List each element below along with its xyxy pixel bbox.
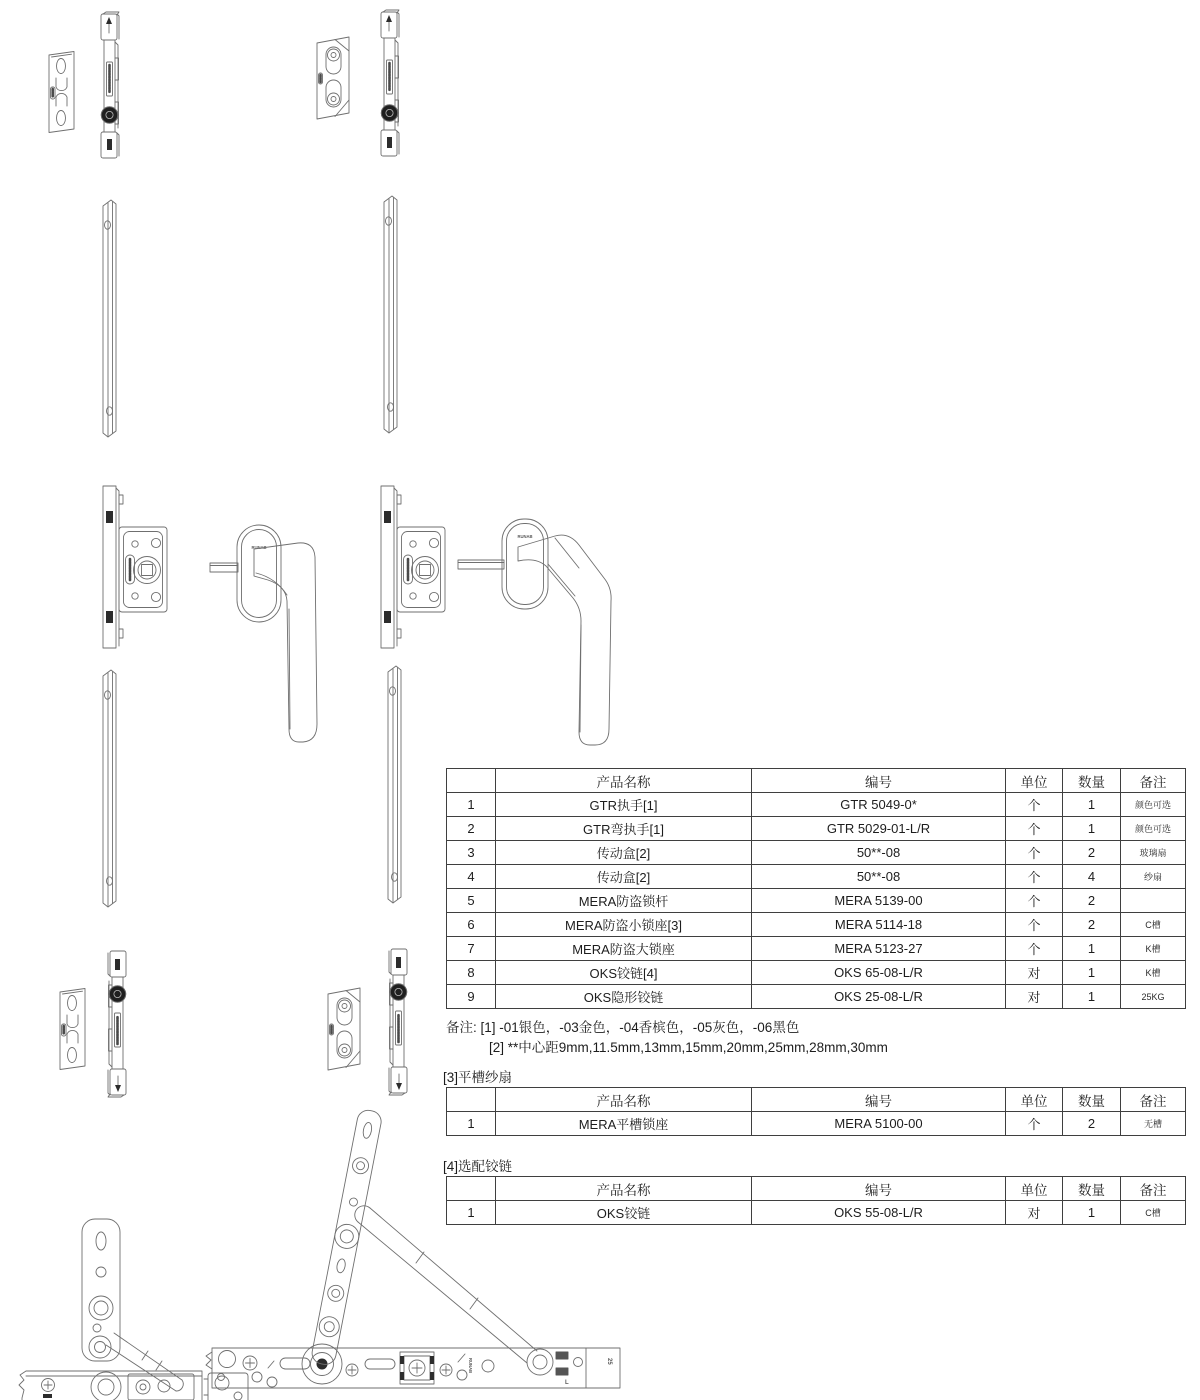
table-cell: OKS铰链[4] [496, 961, 752, 985]
table-cell [1121, 889, 1186, 913]
table-cell: 玻璃扇 [1121, 841, 1186, 865]
table-cell: 个 [1006, 817, 1063, 841]
drawing-lock-rod-3 [103, 670, 116, 907]
parts-table-optional-hinge [446, 1176, 1186, 1225]
drawing-transmission-bar-bottom-right [389, 949, 407, 1095]
table-cell: 1 [1063, 793, 1121, 817]
table-cell: GTR 5049-0* [752, 793, 1006, 817]
table-cell: 1 [1063, 961, 1121, 985]
table-cell: 无槽 [1121, 1112, 1186, 1136]
table-cell: MERA 5100-00 [752, 1112, 1006, 1136]
table-cell: 50**-08 [752, 865, 1006, 889]
table-cell: 个 [1006, 841, 1063, 865]
column-header: 备注 [1121, 1088, 1186, 1112]
column-header: 数量 [1063, 1088, 1121, 1112]
drawing-transmission-bar-top-left [101, 12, 119, 158]
table-cell: 传动盒[2] [496, 865, 752, 889]
brand-mark: RUNAB [468, 1358, 473, 1374]
table-cell: OKS 55-08-L/R [752, 1201, 1006, 1225]
table-cell: 个 [1006, 793, 1063, 817]
column-header [447, 1088, 496, 1112]
brand-mark: RUNAB [251, 545, 267, 550]
table-cell: 1 [447, 1201, 496, 1225]
table-cell: MERA防盗锁杆 [496, 889, 752, 913]
hinge-size-mark: 25 [606, 1358, 612, 1365]
table-cell: 对 [1006, 961, 1063, 985]
table-cell: OKS 25-08-L/R [752, 985, 1006, 1009]
drawing-lock-rod-4 [388, 666, 401, 903]
table-cell: 个 [1006, 1112, 1063, 1136]
header-row [447, 1177, 1186, 1201]
table-row [447, 961, 1186, 985]
table-row [447, 913, 1186, 937]
table-cell: 1 [1063, 937, 1121, 961]
header-row [447, 1088, 1186, 1112]
parts-table-screen-sash [446, 1087, 1186, 1136]
table-cell: 25KG [1121, 985, 1186, 1009]
table-cell: 对 [1006, 985, 1063, 1009]
table-cell: 1 [1063, 985, 1121, 1009]
table-cell: 2 [447, 817, 496, 841]
parts-table-main [446, 768, 1186, 1009]
column-header [447, 769, 496, 793]
drawing-handle-bent [458, 519, 611, 745]
table-row [447, 937, 1186, 961]
drawing-lock-rod-1 [103, 200, 116, 437]
table-cell: 对 [1006, 1201, 1063, 1225]
brand-mark: RUNAB [517, 534, 533, 539]
column-header: 备注 [1121, 1177, 1186, 1201]
hinge-left-mark: L [565, 1380, 569, 1386]
drawing-handle-straight [210, 525, 317, 742]
table-cell: 2 [1063, 913, 1121, 937]
table-cell: 9 [447, 985, 496, 1009]
table-cell: MERA 5114-18 [752, 913, 1006, 937]
table-row [447, 1201, 1186, 1225]
remarks-note-line-1: 备注: [1] -01银色，-03金色，-04香槟色，-05灰色，-06黑色 [446, 1020, 800, 1035]
drawing-keeper-plate-small-bottom [60, 989, 85, 1070]
table-cell: OKS隐形铰链 [496, 985, 752, 1009]
table-cell: 8 [447, 961, 496, 985]
drawing-keeper-plate-large-bottom [328, 988, 360, 1070]
table-cell: 4 [447, 865, 496, 889]
table-cell: K槽 [1121, 961, 1186, 985]
table-cell: 2 [1063, 841, 1121, 865]
table-cell: 5 [447, 889, 496, 913]
table-row [447, 793, 1186, 817]
table-row [447, 1112, 1186, 1136]
table-row [447, 865, 1186, 889]
table-cell: 6 [447, 913, 496, 937]
column-header: 单位 [1006, 1177, 1063, 1201]
table-cell: 个 [1006, 937, 1063, 961]
section-label-optional-hinge: [4]选配铰链 [443, 1159, 513, 1174]
table-cell: 2 [1063, 889, 1121, 913]
column-header: 编号 [752, 1088, 1006, 1112]
table-cell: 颜色可选 [1121, 817, 1186, 841]
table-cell: 3 [447, 841, 496, 865]
table-cell: 传动盒[2] [496, 841, 752, 865]
table-row [447, 841, 1186, 865]
drawing-hinge-small [19, 1219, 248, 1400]
table-cell: GTR 5029-01-L/R [752, 817, 1006, 841]
table-cell: 1 [1063, 817, 1121, 841]
table-cell: 颜色可选 [1121, 793, 1186, 817]
table-row [447, 817, 1186, 841]
table-cell: MERA 5139-00 [752, 889, 1006, 913]
table-cell: 1 [1063, 1201, 1121, 1225]
table-cell: 1 [447, 1112, 496, 1136]
table-cell: 4 [1063, 865, 1121, 889]
drawing-keeper-plate-large-top [317, 37, 349, 119]
column-header: 数量 [1063, 1177, 1121, 1201]
column-header: 编号 [752, 1177, 1006, 1201]
header-row [447, 769, 1186, 793]
table-cell: 2 [1063, 1112, 1121, 1136]
table-cell: C槽 [1121, 1201, 1186, 1225]
column-header: 产品名称 [496, 1177, 752, 1201]
column-header: 产品名称 [496, 769, 752, 793]
table-cell: OKS铰链 [496, 1201, 752, 1225]
table-cell: MERA防盗小锁座[3] [496, 913, 752, 937]
column-header: 编号 [752, 769, 1006, 793]
table-cell: 纱扇 [1121, 865, 1186, 889]
table-cell: MERA 5123-27 [752, 937, 1006, 961]
table-cell: OKS 65-08-L/R [752, 961, 1006, 985]
table-cell: MERA防盗大锁座 [496, 937, 752, 961]
drawing-transmission-bar-bottom-left [108, 951, 126, 1097]
table-cell: 50**-08 [752, 841, 1006, 865]
table-cell: GTR执手[1] [496, 793, 752, 817]
section-label-screen-sash: [3]平槽纱扇 [443, 1070, 513, 1085]
table-cell: 个 [1006, 889, 1063, 913]
drawing-gearbox-right [381, 486, 445, 648]
table-cell: 个 [1006, 913, 1063, 937]
drawing-keeper-plate-small-top [49, 52, 74, 133]
drawing-gearbox-left [103, 486, 167, 648]
table-row [447, 889, 1186, 913]
column-header [447, 1177, 496, 1201]
column-header: 产品名称 [496, 1088, 752, 1112]
table-cell: C槽 [1121, 913, 1186, 937]
column-header: 备注 [1121, 769, 1186, 793]
drawing-hinge-large [206, 1108, 620, 1388]
drawing-transmission-bar-top-right [381, 10, 399, 156]
remarks-note-line-2: [2] **中心距9mm,11.5mm,13mm,15mm,20mm,25mm,28mm,30mm [489, 1040, 888, 1055]
table-cell: K槽 [1121, 937, 1186, 961]
table-row [447, 985, 1186, 1009]
table-cell: 个 [1006, 865, 1063, 889]
column-header: 单位 [1006, 769, 1063, 793]
column-header: 单位 [1006, 1088, 1063, 1112]
column-header: 数量 [1063, 769, 1121, 793]
table-cell: 7 [447, 937, 496, 961]
table-cell: MERA平槽锁座 [496, 1112, 752, 1136]
drawing-lock-rod-2 [384, 196, 397, 433]
table-cell: GTR弯执手[1] [496, 817, 752, 841]
table-cell: 1 [447, 793, 496, 817]
